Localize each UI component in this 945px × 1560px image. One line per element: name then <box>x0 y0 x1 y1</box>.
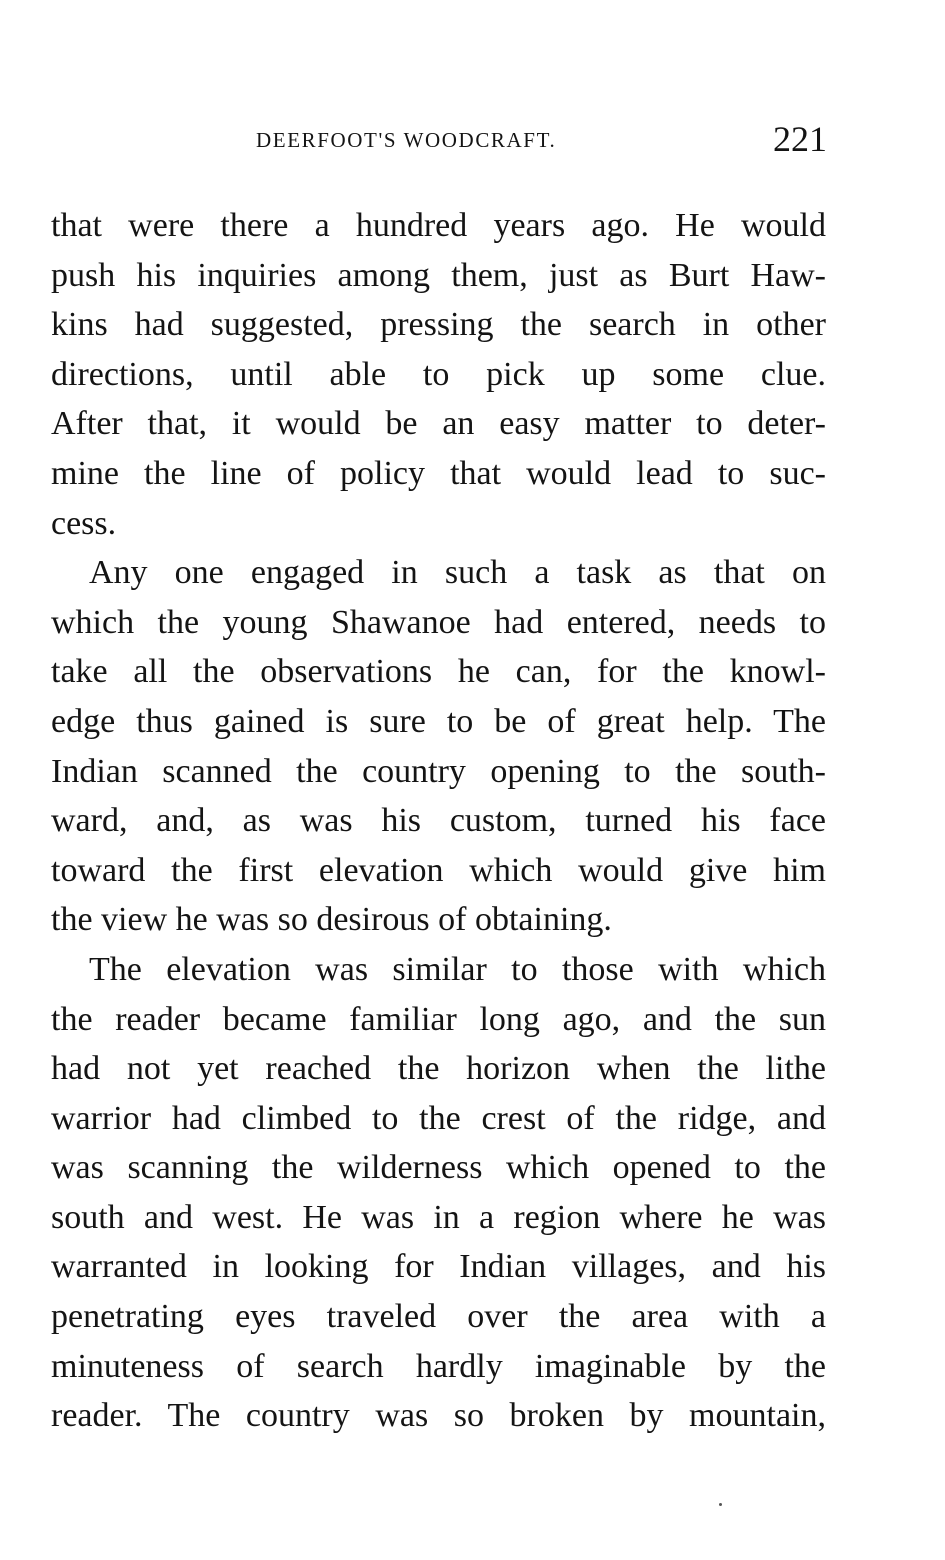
page-number: 221 <box>773 119 827 159</box>
text-line: Any one engaged in such a task as that on <box>89 554 826 592</box>
text-line: reader. The country was so broken by mountain, <box>51 1397 826 1435</box>
running-title: DEERFOOT'S WOODCRAFT. <box>256 128 557 152</box>
text-line: minuteness of search hardly imaginable by the <box>51 1347 826 1385</box>
print-speck <box>719 1503 722 1506</box>
text-line: mine the line of policy that would lead to suc- <box>51 454 826 492</box>
text-line: that were there a hundred years ago. He would <box>51 207 826 244</box>
text-line: warranted in looking for Indian villages, and his <box>51 1248 826 1286</box>
text-line: had not yet reached the horizon when the lithe <box>51 1050 826 1088</box>
text-line: cess. <box>51 504 117 542</box>
text-line: push his inquiries among them, just as Burt Haw- <box>51 256 826 294</box>
text-line: toward the first elevation which would give him <box>51 851 826 889</box>
text-line: the view he was so desirous of obtaining. <box>51 901 612 939</box>
text-line: warrior had climbed to the crest of the ridge, and <box>51 1099 826 1137</box>
paragraph-2 <box>51 548 826 945</box>
text-line: kins had suggested, pressing the search in other <box>51 306 826 344</box>
text-line: edge thus gained is sure to be of great help. The <box>51 702 826 740</box>
text-line: the reader became familiar long ago, and the sun <box>51 1000 826 1038</box>
text-line: south and west. He was in a region where he was <box>51 1198 826 1236</box>
body-text <box>51 201 826 1441</box>
paragraph-1 <box>51 201 826 548</box>
running-head <box>0 118 945 168</box>
text-line: was scanning the wilderness which opened to the <box>51 1149 826 1187</box>
text-line: which the young Shawanoe had entered, needs to <box>51 603 826 641</box>
paragraph-3 <box>51 945 826 1441</box>
text-line: Indian scanned the country opening to the south- <box>51 752 826 790</box>
text-line: The elevation was similar to those with which <box>89 950 826 988</box>
text-line: directions, until able to pick up some clue. <box>51 355 826 393</box>
text-line: penetrating eyes traveled over the area with a <box>51 1298 826 1336</box>
text-line: After that, it would be an easy matter to deter- <box>51 405 826 443</box>
text-line: ward, and, as was his custom, turned his face <box>51 802 826 840</box>
text-line: take all the observations he can, for the knowl- <box>51 653 826 691</box>
